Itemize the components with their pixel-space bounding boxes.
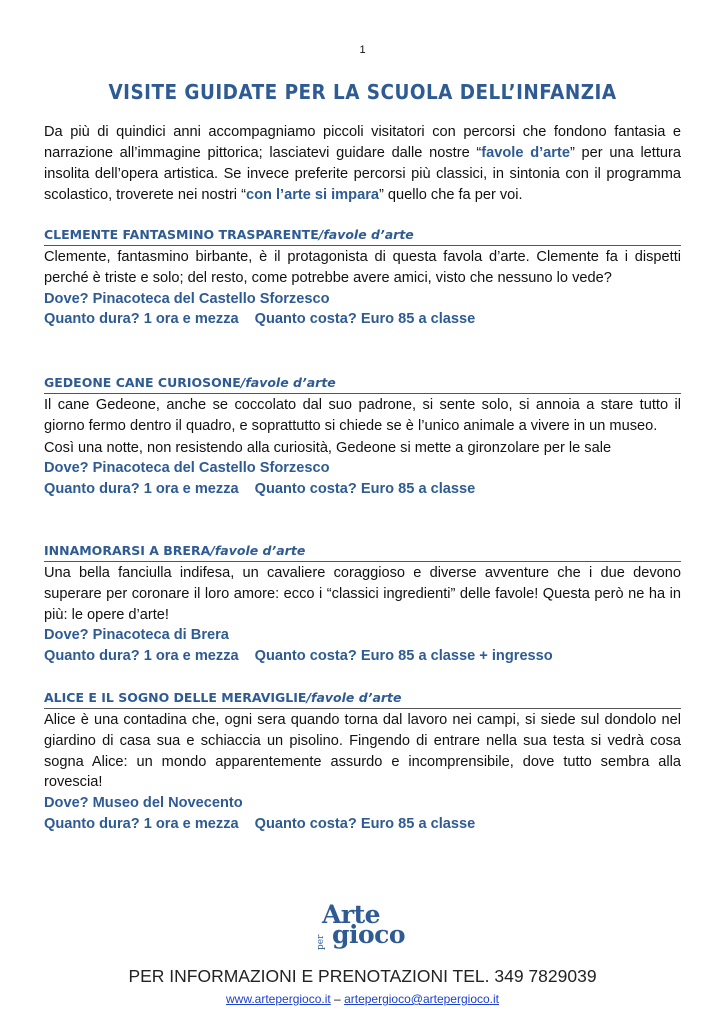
section-duration: Quanto dura? 1 ora e mezza	[44, 648, 239, 665]
section-title-text: GEDEONE CANE CURIOSONE	[44, 375, 241, 390]
section-cost: Quanto costa? Euro 85 a classe	[254, 481, 476, 498]
section-cost: Quanto costa? Euro 85 a classe	[254, 815, 476, 832]
section-where: Dove? Pinacoteca del Castello Sforzesco	[44, 460, 330, 477]
section-duration-cost	[44, 479, 681, 500]
section-duration-cost	[44, 646, 681, 667]
section-duration-cost	[44, 814, 681, 835]
section-title	[44, 375, 681, 394]
section-title	[44, 543, 681, 562]
intro-paragraph	[44, 122, 681, 206]
contact-info: PER INFORMAZIONI E PRENOTAZIONI TEL. 349 7829039	[128, 966, 597, 986]
website-link[interactable]: www.artepergioco.it	[226, 992, 331, 1006]
section-subtitle: /favole d’arte	[306, 690, 402, 705]
logo-gioco-text: gioco	[332, 920, 406, 949]
page-title: VISITE GUIDATE PER LA SCUOLA DELL’INFANZIA	[108, 80, 617, 104]
artepergioco-logo	[318, 900, 408, 952]
section-title-text: INNAMORARSI A BRERA	[44, 543, 211, 558]
section-cost: Quanto costa? Euro 85 a classe + ingresso	[254, 648, 553, 665]
section-description: Clemente, fantasmino birbante, è il protagonista di questa favola d’arte. Clemente fa i dispetti perché è triste e solo; del resto, come potrebbe avere amici, visto che nessuno lo vede?	[44, 249, 681, 286]
section-title-text: CLEMENTE FANTASMINO TRASPARENTE	[44, 227, 319, 242]
section-alice	[44, 690, 681, 835]
section-gedeone	[44, 375, 681, 500]
page-number: 1	[359, 44, 366, 56]
section-where: Dove? Museo del Novecento	[44, 795, 243, 812]
section-title	[44, 227, 681, 246]
section-brera	[44, 543, 681, 667]
intro-text-1: Da più di quindici anni accompagniamo piccoli visitatori con percorsi che fondono fantasia e narrazione all’immagine pittorica; lasciatevi guidare dalle nostre “	[44, 124, 681, 161]
intro-highlight-favole: favole d’arte	[481, 145, 570, 161]
section-subtitle: /favole d’arte	[318, 227, 414, 242]
email-link[interactable]: artepergioco@artepergioco.it	[344, 992, 499, 1006]
section-subtitle: /favole d’arte	[210, 543, 306, 558]
section-description: Una bella fanciulla indifesa, un cavaliere coraggioso e diverse avventure che i due devono superare per coronare il loro amore: ecco i “classici ingredienti” delle favole! Questa però ne ha in più: le opere d’arte!	[44, 565, 681, 623]
section-description: Il cane Gedeone, anche se coccolato dal suo padrone, si sente solo, si annoia a stare tutto il giorno fermo dentro il quadro, e soprattutto si chiede se è l’unico animale a vivere in un museo.	[44, 397, 681, 434]
section-duration: Quanto dura? 1 ora e mezza	[44, 311, 239, 328]
intro-highlight-impara: con l’arte si impara	[245, 187, 379, 203]
section-where: Dove? Pinacoteca di Brera	[44, 627, 229, 644]
section-title-text: ALICE E IL SOGNO DELLE MERAVIGLIE	[44, 690, 307, 705]
section-title	[44, 690, 681, 709]
section-clemente	[44, 227, 681, 330]
section-subtitle: /favole d’arte	[240, 375, 336, 390]
section-description: Alice è una contadina che, ogni sera quando torna dal lavoro nei campi, si siede sul dondolo nel giardino di casa sua e schiaccia un pisolino. Fingendo di entrare nella sua testa si vedrà cosa sogna Alice: un mondo apparentemente assurdo e incomprensibile, dove tutto sembra alla rovescia!	[44, 712, 681, 791]
section-duration: Quanto dura? 1 ora e mezza	[44, 481, 239, 498]
footer-links	[0, 992, 725, 1006]
section-where: Dove? Pinacoteca del Castello Sforzesco	[44, 290, 330, 307]
section-cost: Quanto costa? Euro 85 a classe	[254, 311, 476, 328]
section-description-2: Così una notte, non resistendo alla curiosità, Gedeone si mette a gironzolare per le sale	[44, 439, 612, 456]
logo-arte-text: Arte	[322, 900, 381, 929]
logo-per-text: per	[316, 934, 326, 950]
link-separator: –	[330, 992, 345, 1006]
intro-text-2: ” per una lettura insolita dell’opera artistica. Se invece preferite percorsi più classici, in sintonia con il programma scolastico, troverete nei nostri “	[44, 145, 682, 203]
section-duration: Quanto dura? 1 ora e mezza	[44, 815, 239, 832]
intro-text-3: ” quello che fa per voi.	[379, 187, 523, 203]
section-duration-cost	[44, 309, 681, 330]
